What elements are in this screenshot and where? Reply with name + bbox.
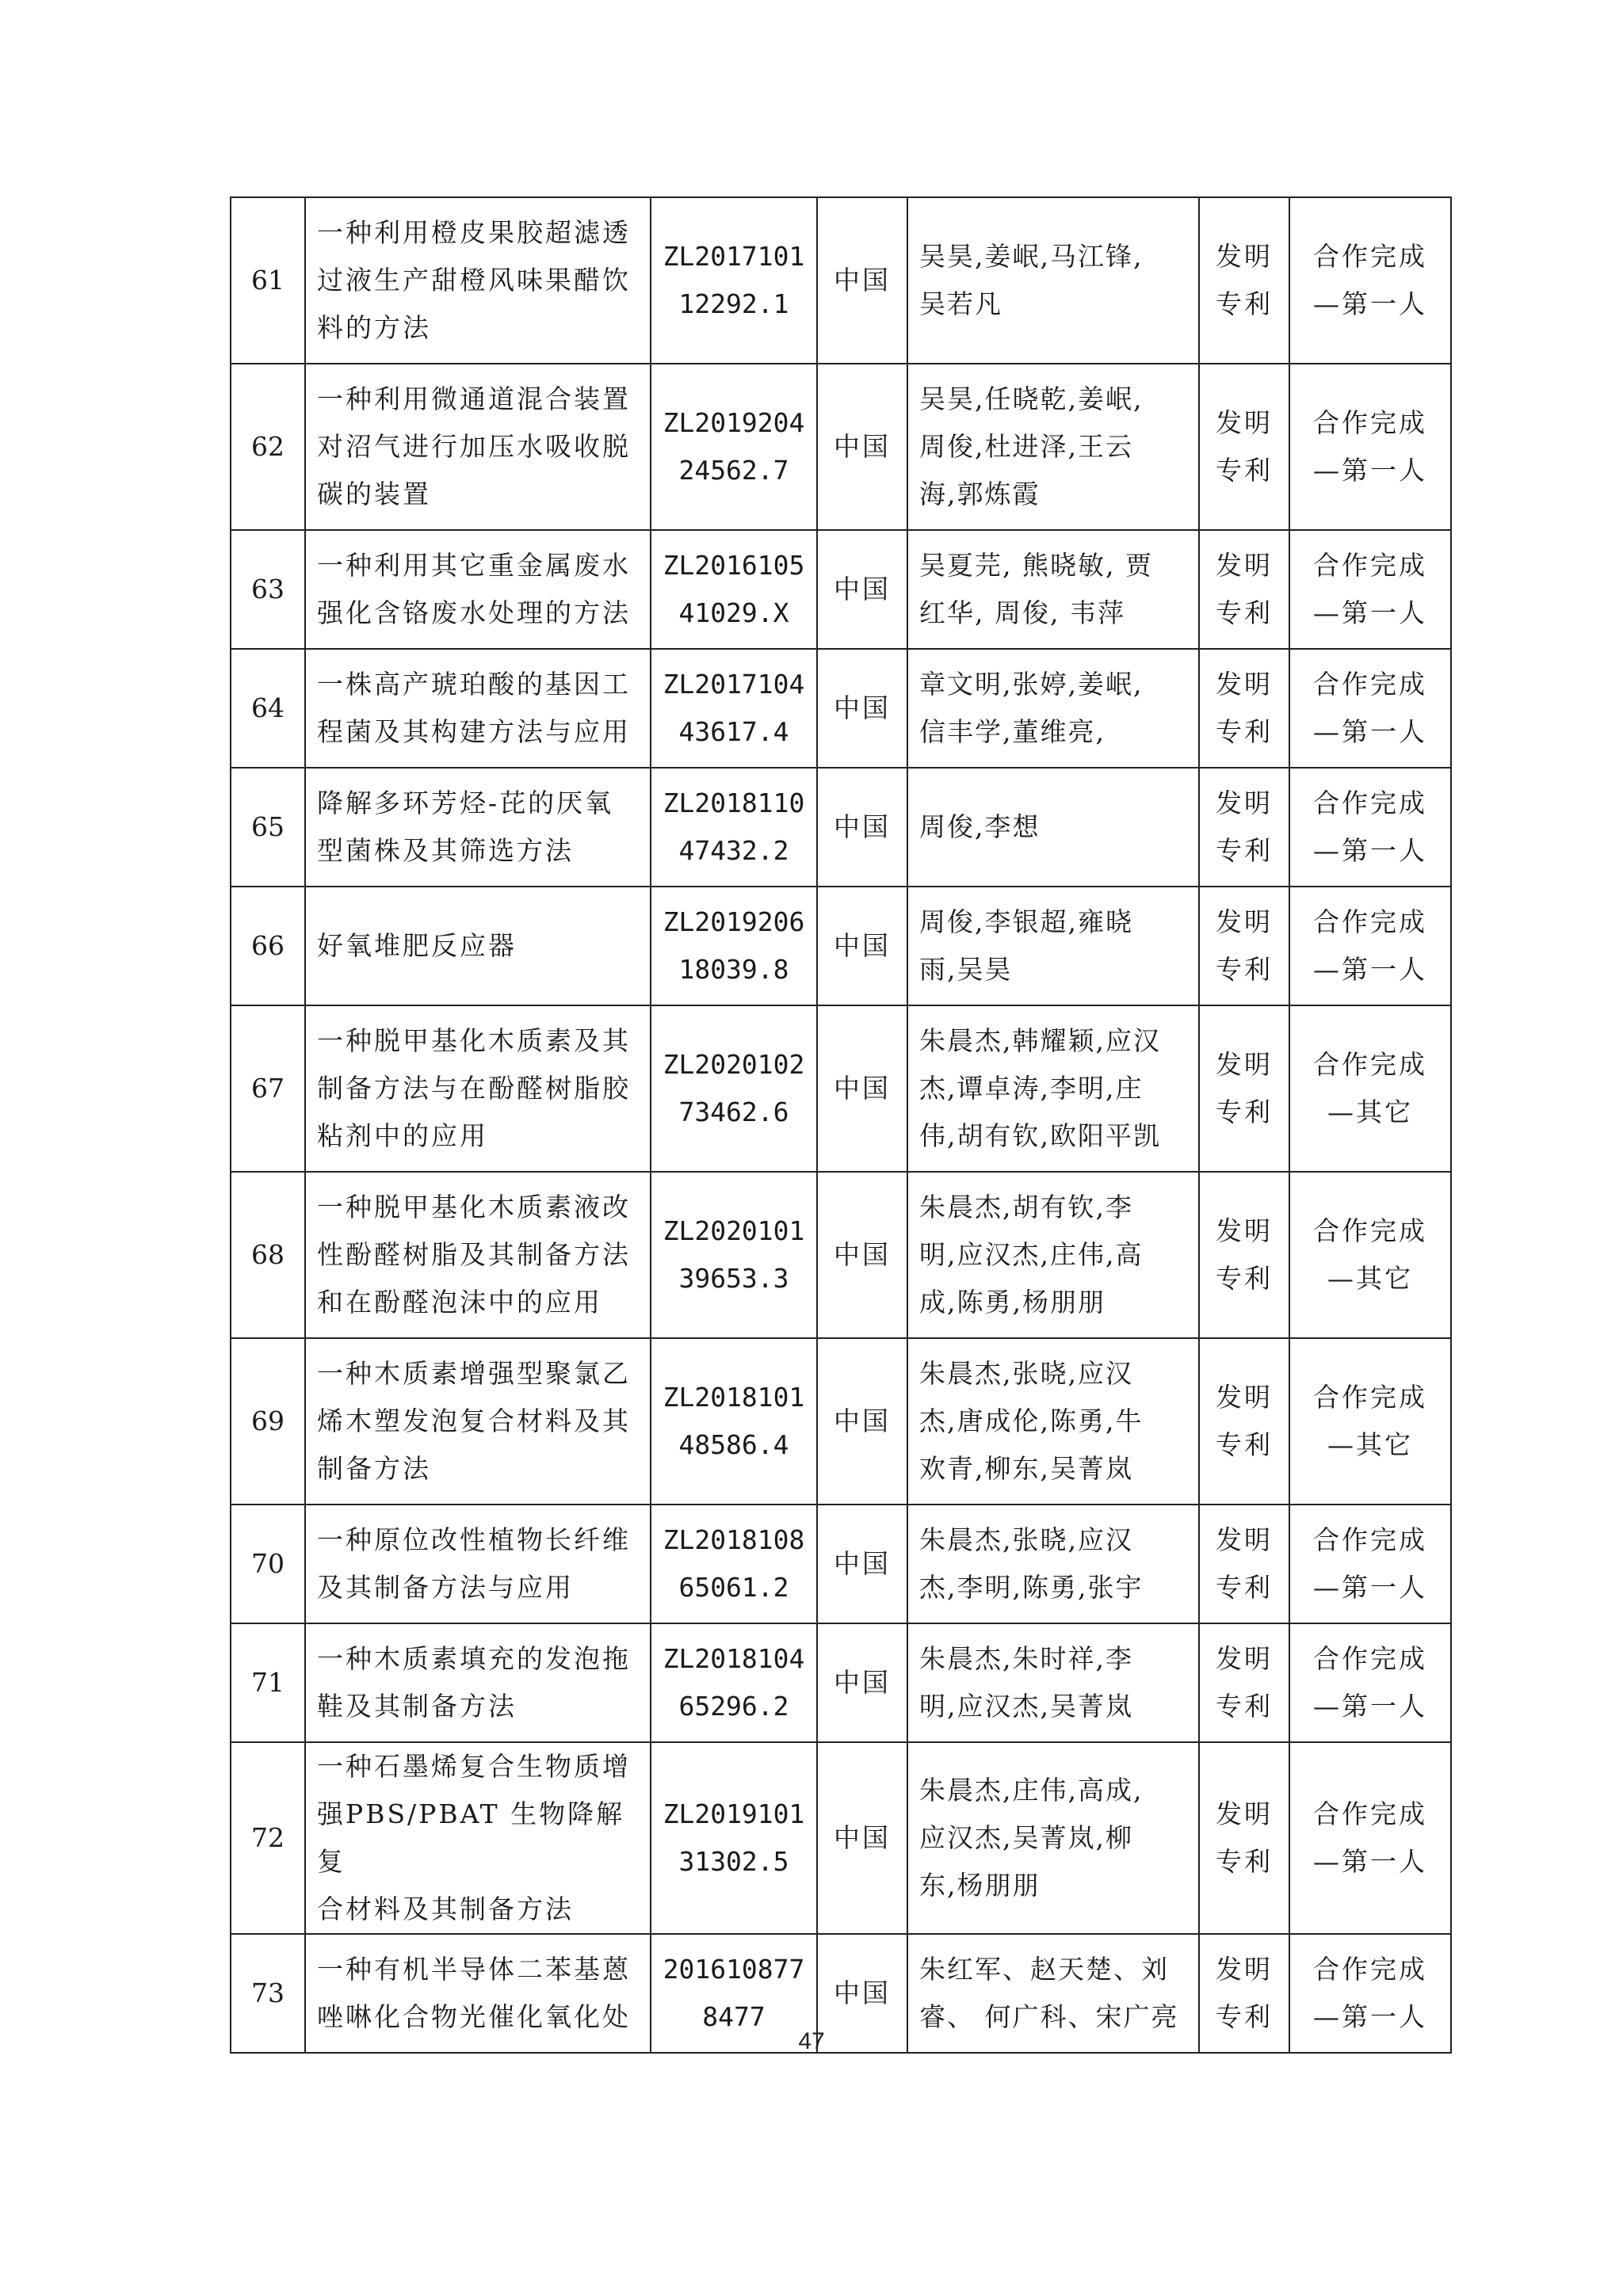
patent-number-cell — [651, 887, 817, 1005]
row-index-cell — [231, 1172, 305, 1338]
table-row — [231, 197, 1451, 364]
completion-status-cell — [1289, 530, 1451, 649]
patent-title: 一种石墨烯复合生物质增 强PBS/PBAT 生物降解复 合材料及其制备方法 — [317, 1751, 631, 1924]
patent-country-cell — [817, 1005, 907, 1172]
patent-type-cell — [1199, 649, 1289, 768]
patent-type: 发明 专利 — [1216, 1049, 1273, 1127]
patent-inventors: 朱晨杰,张晓,应汉 杰,唐成伦,陈勇,牛 欢青,柳东,吴菁岚 — [919, 1358, 1144, 1484]
table-row — [231, 530, 1451, 649]
patent-type: 发明 专利 — [1216, 1215, 1273, 1294]
row-index: 71 — [251, 1667, 285, 1698]
patent-country-cell — [817, 1172, 907, 1338]
row-index-cell — [231, 649, 305, 768]
row-index: 72 — [251, 1822, 285, 1853]
patent-type: 发明 专利 — [1216, 1524, 1273, 1603]
patent-title-cell — [305, 1623, 651, 1742]
completion-status-cell — [1289, 197, 1451, 364]
row-index: 64 — [251, 692, 285, 723]
patent-number-cell — [651, 364, 817, 530]
patent-inventors: 朱晨杰,朱时祥,李 明,应汉杰,吴菁岚 — [919, 1643, 1133, 1722]
completion-status-cell — [1289, 1172, 1451, 1338]
patent-type-cell — [1199, 887, 1289, 1005]
completion-status: 合作完成 —第一人 — [1313, 788, 1427, 866]
row-index: 69 — [251, 1405, 285, 1436]
patent-country: 中国 — [834, 431, 891, 462]
patent-type-cell — [1199, 530, 1289, 649]
patent-title-cell — [305, 1742, 651, 1934]
patent-country-cell — [817, 887, 907, 1005]
patent-title-cell — [305, 1338, 651, 1505]
table-row — [231, 1338, 1451, 1505]
patent-inventors: 朱晨杰,韩耀颖,应汉 杰,谭卓涛,李明,庄 伟,胡有钦,欧阳平凯 — [919, 1025, 1161, 1151]
completion-status-cell — [1289, 1742, 1451, 1934]
patent-inventors: 朱晨杰,张晓,应汉 杰,李明,陈勇,张宇 — [919, 1524, 1144, 1603]
completion-status: 合作完成 —第一人 — [1313, 1524, 1427, 1603]
patent-number-cell — [651, 1623, 817, 1742]
patent-country: 中国 — [834, 930, 891, 961]
patent-country: 中国 — [834, 1405, 891, 1436]
completion-status-cell — [1289, 887, 1451, 1005]
completion-status: 合作完成 —第一人 — [1313, 407, 1427, 486]
patent-number-cell — [651, 530, 817, 649]
patent-title: 一种木质素填充的发泡拖 鞋及其制备方法 — [317, 1643, 631, 1722]
row-index: 63 — [251, 574, 285, 605]
completion-status: 合作完成 —第一人 — [1313, 669, 1427, 747]
row-index: 73 — [251, 1978, 285, 2008]
row-index-cell — [231, 1338, 305, 1505]
patent-type-cell — [1199, 1338, 1289, 1505]
patent-title-cell — [305, 1005, 651, 1172]
patent-country-cell — [817, 197, 907, 364]
patent-country: 中国 — [834, 574, 891, 605]
patent-title: 一种脱甲基化木质素及其 制备方法与在酚醛树脂胶 粘剂中的应用 — [317, 1025, 631, 1151]
patent-number: ZL2018108 65061.2 — [663, 1524, 805, 1603]
patent-title: 一种利用其它重金属废水 强化含铬废水处理的方法 — [317, 550, 631, 628]
patent-country: 中国 — [834, 1978, 891, 2008]
patent-number-cell — [651, 1338, 817, 1505]
patent-number: ZL2019204 24562.7 — [663, 407, 805, 486]
row-index-cell — [231, 1005, 305, 1172]
completion-status: 合作完成 —第一人 — [1313, 550, 1427, 628]
row-index-cell — [231, 1505, 305, 1623]
patent-country-cell — [817, 1623, 907, 1742]
table-row — [231, 887, 1451, 1005]
row-index-cell — [231, 1742, 305, 1934]
table-row — [231, 1742, 1451, 1934]
patent-country-cell — [817, 1505, 907, 1623]
patent-country: 中国 — [834, 1239, 891, 1270]
patent-inventors: 章文明,张婷,姜岷, 信丰学,董维亮, — [919, 669, 1144, 747]
patent-type: 发明 专利 — [1216, 788, 1273, 866]
patent-country-cell — [817, 768, 907, 887]
patent-title-cell — [305, 768, 651, 887]
patent-title: 一种脱甲基化木质素液改 性酚醛树脂及其制备方法 和在酚醛泡沫中的应用 — [317, 1192, 631, 1318]
patent-number: ZL2017104 43617.4 — [663, 669, 805, 747]
patent-number-cell — [651, 768, 817, 887]
patent-inventors: 周俊,李想 — [919, 811, 1041, 842]
patent-title: 一种有机半导体二苯基蒽 唑啉化合物光催化氧化处 — [317, 1954, 631, 2032]
patent-type-cell — [1199, 197, 1289, 364]
patent-title: 一种原位改性植物长纤维 及其制备方法与应用 — [317, 1524, 631, 1603]
patent-title: 一株高产琥珀酸的基因工 程菌及其构建方法与应用 — [317, 669, 631, 747]
patent-title-cell — [305, 887, 651, 1005]
row-index: 68 — [251, 1239, 285, 1270]
patent-type: 发明 专利 — [1216, 906, 1273, 985]
patent-type: 发明 专利 — [1216, 1798, 1273, 1877]
patent-country-cell — [817, 1338, 907, 1505]
table-row — [231, 1505, 1451, 1623]
patent-type: 发明 专利 — [1216, 1643, 1273, 1722]
patent-number: ZL2019206 18039.8 — [663, 906, 805, 985]
patent-inventors: 吴夏芫, 熊晓敏, 贾 红华, 周俊, 韦萍 — [919, 550, 1153, 628]
patent-inventors-cell — [907, 1338, 1199, 1505]
table-row — [231, 1005, 1451, 1172]
completion-status-cell — [1289, 1338, 1451, 1505]
completion-status: 合作完成 —其它 — [1313, 1215, 1427, 1294]
row-index: 66 — [251, 930, 285, 961]
patent-inventors-cell — [907, 1742, 1199, 1934]
patent-type: 发明 专利 — [1216, 669, 1273, 747]
completion-status-cell — [1289, 364, 1451, 530]
row-index-cell — [231, 1623, 305, 1742]
completion-status: 合作完成 —第一人 — [1313, 1954, 1427, 2032]
patent-type-cell — [1199, 1623, 1289, 1742]
patent-country-cell — [817, 530, 907, 649]
patent-number-cell — [651, 1505, 817, 1623]
patent-type-cell — [1199, 768, 1289, 887]
row-index-cell — [231, 197, 305, 364]
patent-inventors-cell — [907, 1005, 1199, 1172]
completion-status: 合作完成 —其它 — [1313, 1382, 1427, 1460]
patent-title: 一种木质素增强型聚氯乙 烯木塑发泡复合材料及其 制备方法 — [317, 1358, 631, 1484]
patent-title-cell — [305, 197, 651, 364]
patent-number-cell — [651, 197, 817, 364]
patent-inventors-cell — [907, 197, 1199, 364]
row-index-cell — [231, 887, 305, 1005]
row-index: 61 — [251, 265, 285, 296]
patent-country-cell — [817, 364, 907, 530]
completion-status: 合作完成 —第一人 — [1313, 1643, 1427, 1722]
row-index-cell — [231, 530, 305, 649]
patent-type: 发明 专利 — [1216, 241, 1273, 319]
table-row — [231, 768, 1451, 887]
patent-title: 一种利用微通道混合装置 对沼气进行加压水吸收脱 碳的装置 — [317, 383, 631, 509]
patent-country: 中国 — [834, 1667, 891, 1698]
patent-type: 发明 专利 — [1216, 1382, 1273, 1460]
row-index: 62 — [251, 431, 285, 462]
patent-title: 好氧堆肥反应器 — [317, 930, 517, 961]
patent-number-cell — [651, 1742, 817, 1934]
patent-title-cell — [305, 364, 651, 530]
patent-inventors-cell — [907, 649, 1199, 768]
patent-number: 201610877 8477 — [663, 1954, 805, 2032]
patent-title-cell — [305, 530, 651, 649]
patent-country: 中国 — [834, 692, 891, 723]
patent-number: ZL2018101 48586.4 — [663, 1382, 805, 1460]
patent-inventors: 吴昊,任晓乾,姜岷, 周俊,杜进泽,王云 海,郭炼霞 — [919, 383, 1144, 509]
patent-table — [230, 196, 1452, 2054]
row-index-cell — [231, 768, 305, 887]
patent-country: 中国 — [834, 1548, 891, 1579]
patent-number: ZL2017101 12292.1 — [663, 241, 805, 319]
patent-country: 中国 — [834, 1073, 891, 1104]
patent-title-cell — [305, 649, 651, 768]
table-row — [231, 649, 1451, 768]
patent-inventors-cell — [907, 364, 1199, 530]
patent-inventors-cell — [907, 768, 1199, 887]
patent-inventors-cell — [907, 530, 1199, 649]
completion-status: 合作完成 —其它 — [1313, 1049, 1427, 1127]
patent-inventors-cell — [907, 1623, 1199, 1742]
patent-inventors-cell — [907, 1505, 1199, 1623]
patent-country: 中国 — [834, 1822, 891, 1853]
patent-number: ZL2020102 73462.6 — [663, 1049, 805, 1127]
patent-type-cell — [1199, 1742, 1289, 1934]
patent-type-cell — [1199, 1005, 1289, 1172]
patent-number: ZL2016105 41029.X — [663, 550, 805, 628]
table-row — [231, 1172, 1451, 1338]
row-index: 65 — [251, 811, 285, 842]
patent-type-cell — [1199, 364, 1289, 530]
patent-number-cell — [651, 1005, 817, 1172]
table-row — [231, 364, 1451, 530]
patent-number: ZL2019101 31302.5 — [663, 1798, 805, 1877]
patent-inventors: 朱晨杰,庄伟,高成, 应汉杰,吴菁岚,柳 东,杨朋朋 — [919, 1775, 1144, 1901]
patent-type: 发明 专利 — [1216, 1954, 1273, 2032]
patent-country-cell — [817, 649, 907, 768]
patent-type: 发明 专利 — [1216, 407, 1273, 486]
row-index-cell — [231, 364, 305, 530]
completion-status-cell — [1289, 1505, 1451, 1623]
patent-number: ZL2020101 39653.3 — [663, 1215, 805, 1294]
patent-type: 发明 专利 — [1216, 550, 1273, 628]
completion-status: 合作完成 —第一人 — [1313, 241, 1427, 319]
patent-type-cell — [1199, 1505, 1289, 1623]
patent-inventors: 朱红军、赵天楚、刘 睿、 何广科、宋广亮 — [919, 1954, 1179, 2032]
row-index: 70 — [251, 1548, 285, 1579]
patent-inventors-cell — [907, 887, 1199, 1005]
completion-status-cell — [1289, 768, 1451, 887]
completion-status: 合作完成 —第一人 — [1313, 906, 1427, 985]
patent-inventors: 吴昊,姜岷,马江锋, 吴若凡 — [919, 241, 1144, 319]
patent-title: 一种利用橙皮果胶超滤透 过液生产甜橙风味果醋饮 料的方法 — [317, 217, 631, 343]
row-index: 67 — [251, 1073, 285, 1104]
patent-inventors: 朱晨杰,胡有钦,李 明,应汉杰,庄伟,高 成,陈勇,杨朋朋 — [919, 1192, 1144, 1318]
completion-status-cell — [1289, 1005, 1451, 1172]
patent-country-cell — [817, 1742, 907, 1934]
completion-status-cell — [1289, 1623, 1451, 1742]
patent-number-cell — [651, 649, 817, 768]
page-number: 47 — [798, 2028, 825, 2054]
patent-title-cell — [305, 1505, 651, 1623]
completion-status-cell — [1289, 649, 1451, 768]
table-row — [231, 1623, 1451, 1742]
patent-title-cell — [305, 1172, 651, 1338]
patent-country: 中国 — [834, 811, 891, 842]
patent-number-cell — [651, 1172, 817, 1338]
patent-inventors: 周俊,李银超,雍晓 雨,吴昊 — [919, 906, 1133, 985]
patent-number: ZL2018104 65296.2 — [663, 1643, 805, 1722]
patent-type-cell — [1199, 1172, 1289, 1338]
completion-status: 合作完成 —第一人 — [1313, 1798, 1427, 1877]
patent-title: 降解多环芳烃-芘的厌氧 型菌株及其筛选方法 — [317, 788, 614, 866]
patent-table-body — [231, 197, 1451, 2053]
patent-country: 中国 — [834, 265, 891, 296]
patent-inventors-cell — [907, 1172, 1199, 1338]
patent-number: ZL2018110 47432.2 — [663, 788, 805, 866]
